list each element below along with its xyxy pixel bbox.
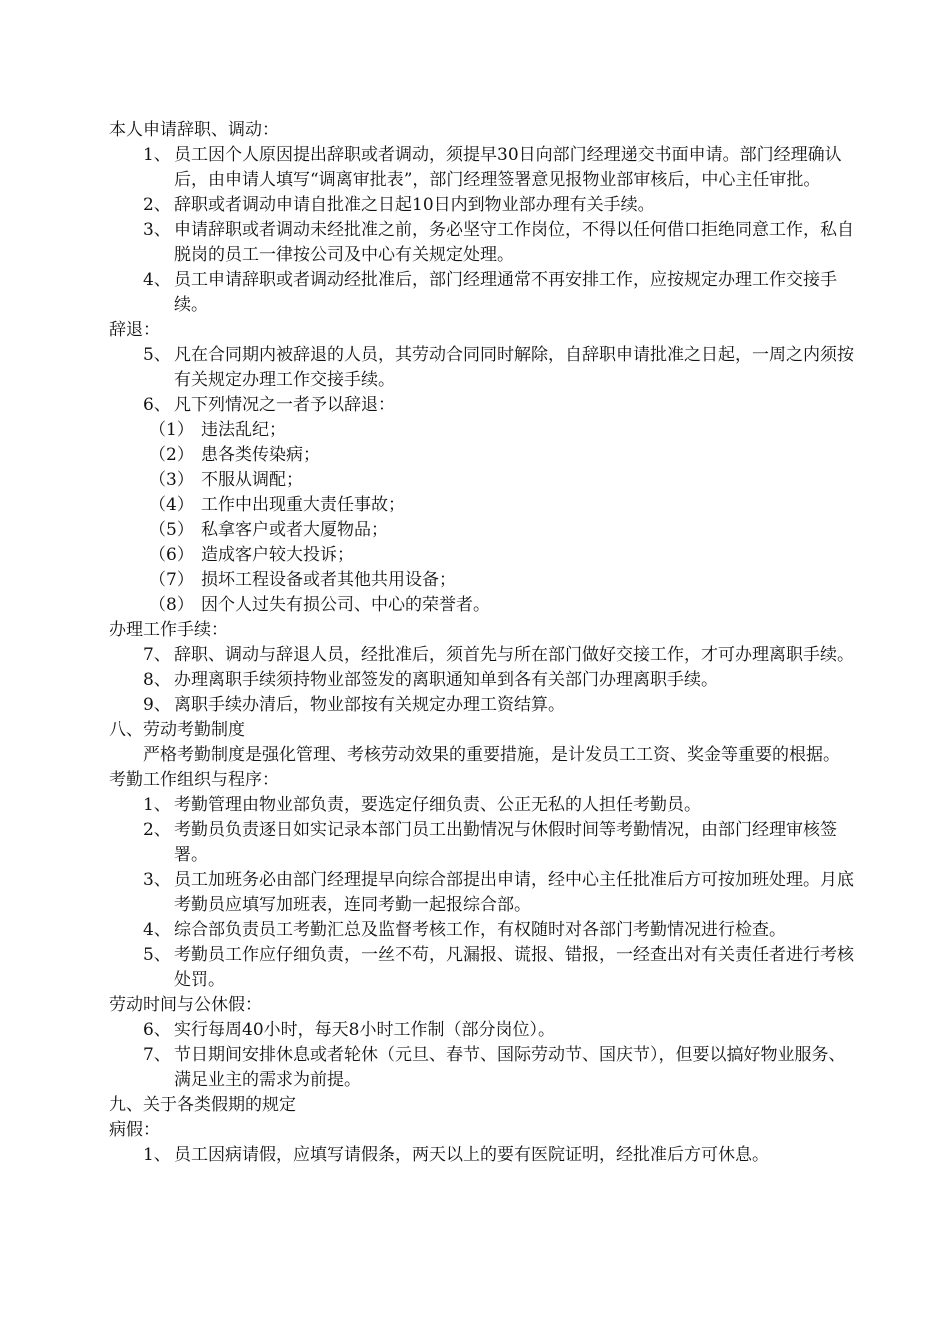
item-text: 员工因个人原因提出辞职或者调动，须提早30日向部门经理递交书面申请。部门经理确认后，由申请人填写“调离审批表”，部门经理签署意见报物业部审核后，中心主任审批。	[174, 145, 842, 190]
list-item	[109, 343, 859, 393]
list-item	[109, 268, 859, 318]
item-number: 7、	[143, 1045, 171, 1065]
item-text: 员工因病请假，应填写请假条，两天以上的要有医院证明，经批准后方可休息。	[174, 1145, 769, 1165]
sub-list-item	[109, 518, 859, 543]
sub-list-item	[109, 543, 859, 568]
item-number: 3、	[143, 220, 171, 240]
item-text: 私拿客户或者大厦物品；	[201, 520, 388, 540]
item-number: 1、	[143, 795, 171, 815]
list-item	[109, 143, 859, 193]
list-item	[109, 918, 859, 943]
item-number: 8、	[143, 670, 171, 690]
item-text: 造成客户较大投诉；	[201, 545, 354, 565]
item-number: 9、	[143, 695, 171, 715]
list-item	[109, 1143, 859, 1168]
item-text: 申请辞职或者调动未经批准之前，务必坚守工作岗位，不得以任何借口拒绝同意工作，私自脱岗的员工一律按公司及中心有关规定处理。	[174, 220, 854, 265]
item-number: 1、	[143, 1145, 171, 1165]
item-text: 办理离职手续须持物业部签发的离职通知单到各有关部门办理离职手续。	[174, 670, 718, 690]
item-text: 辞职、调动与辞退人员，经批准后，须首先与所在部门做好交接工作，才可办理离职手续。	[174, 645, 854, 665]
item-number: 2、	[143, 820, 171, 840]
item-number: （1）	[149, 420, 194, 440]
list-item	[109, 393, 859, 418]
list-item	[109, 193, 859, 218]
item-number: （8）	[149, 595, 194, 615]
item-text: 考勤员负责逐日如实记录本部门员工出勤情况与休假时间等考勤情况，由部门经理审核签署。	[174, 820, 837, 865]
item-text: 员工加班务必由部门经理提早向综合部提出申请，经中心主任批准后方可按加班处理。月底考勤员应填写加班表，连同考勤一起报综合部。	[174, 870, 854, 915]
item-text: 实行每周40小时，每天8小时工作制（部分岗位）。	[174, 1020, 555, 1040]
list-item	[109, 693, 859, 718]
section-heading: 八、劳动考勤制度	[109, 720, 245, 740]
section-heading: 劳动时间与公休假：	[109, 995, 262, 1015]
item-text: 患各类传染病；	[201, 445, 320, 465]
item-number: 4、	[143, 920, 171, 940]
item-number: （2）	[149, 445, 194, 465]
item-number: 5、	[143, 945, 171, 965]
section-heading: 病假：	[109, 1120, 160, 1140]
item-number: 5、	[143, 345, 171, 365]
sub-list-item	[109, 593, 859, 618]
list-item	[109, 868, 859, 918]
list-item	[109, 1018, 859, 1043]
item-text: 离职手续办清后，物业部按有关规定办理工资结算。	[174, 695, 565, 715]
item-number: 2、	[143, 195, 171, 215]
sub-list-item	[109, 493, 859, 518]
item-text: 工作中出现重大责任事故；	[201, 495, 405, 515]
list-item	[109, 943, 859, 993]
item-text: 综合部负责员工考勤汇总及监督考核工作，有权随时对各部门考勤情况进行检查。	[174, 920, 786, 940]
item-text: 考勤员工作应仔细负责，一丝不苟，凡漏报、谎报、错报，一经查出对有关责任者进行考核处罚。	[174, 945, 854, 990]
item-number: 6、	[143, 1020, 171, 1040]
item-text: 辞职或者调动申请自批准之日起10日内到物业部办理有关手续。	[174, 195, 655, 215]
list-item	[109, 668, 859, 693]
item-number: （5）	[149, 520, 194, 540]
item-number: （6）	[149, 545, 194, 565]
list-item	[109, 1043, 859, 1093]
item-number: 4、	[143, 270, 171, 290]
section-heading: 考勤工作组织与程序：	[109, 770, 279, 790]
list-item	[109, 793, 859, 818]
list-item	[109, 218, 859, 268]
item-text: 凡在合同期内被辞退的人员，其劳动合同同时解除，自辞职申请批准之日起，一周之内须按有关规定办理工作交接手续。	[174, 345, 854, 390]
item-number: 1、	[143, 145, 171, 165]
sub-list-item	[109, 418, 859, 443]
item-text: 凡下列情况之一者予以辞退：	[174, 395, 395, 415]
list-item	[109, 643, 859, 668]
section-heading: 辞退：	[109, 320, 160, 340]
item-text: 节日期间安排休息或者轮休（元旦、春节、国际劳动节、国庆节），但要以搞好物业服务、满足业主的需求为前提。	[174, 1045, 846, 1090]
item-number: 7、	[143, 645, 171, 665]
item-number: （4）	[149, 495, 194, 515]
item-number: （7）	[149, 570, 194, 590]
item-text: 考勤管理由物业部负责，要选定仔细负责、公正无私的人担任考勤员。	[174, 795, 701, 815]
item-text: 不服从调配；	[201, 470, 303, 490]
paragraph: 严格考勤制度是强化管理、考核劳动效果的重要措施，是计发员工工资、奖金等重要的根据。	[143, 745, 840, 765]
sub-list-item	[109, 443, 859, 468]
section-heading: 办理工作手续：	[109, 620, 228, 640]
document-body	[109, 118, 859, 1168]
item-text: 损坏工程设备或者其他共用设备；	[201, 570, 456, 590]
section-heading: 本人申请辞职、调动：	[109, 120, 279, 140]
list-item	[109, 818, 859, 868]
item-number: （3）	[149, 470, 194, 490]
item-text: 违法乱纪；	[201, 420, 286, 440]
sub-list-item	[109, 568, 859, 593]
sub-list-item	[109, 468, 859, 493]
item-number: 6、	[143, 395, 171, 415]
item-number: 3、	[143, 870, 171, 890]
item-text: 员工申请辞职或者调动经批准后，部门经理通常不再安排工作，应按规定办理工作交接手续。	[174, 270, 837, 315]
section-heading: 九、关于各类假期的规定	[109, 1095, 296, 1115]
item-text: 因个人过失有损公司、中心的荣誉者。	[201, 595, 490, 615]
